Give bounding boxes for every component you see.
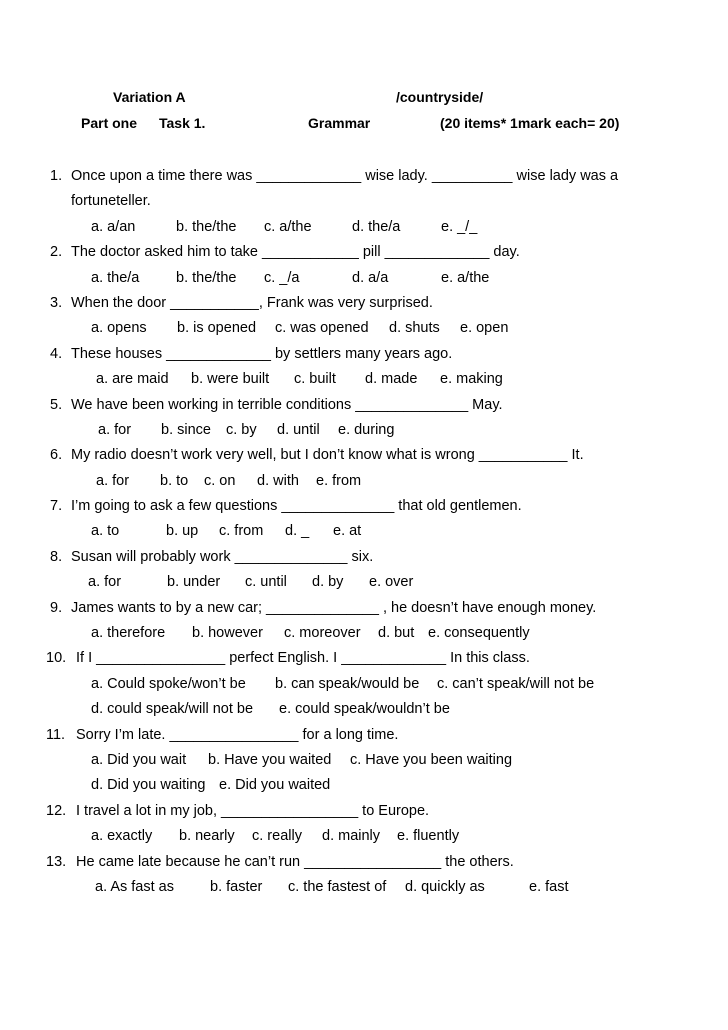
question-number: 3. (50, 294, 63, 311)
question-item (0, 646, 728, 722)
question-item (0, 545, 728, 596)
question-number: 1. (50, 168, 63, 184)
question-text: The doctor asked him to take ____________ pill _____________ day. (71, 244, 520, 261)
answer-option[interactable]: a. for (88, 574, 122, 591)
answer-option[interactable]: e. fast (529, 878, 569, 895)
answer-option[interactable]: d. _ (285, 523, 310, 540)
answer-options-row (0, 824, 728, 849)
answer-options-row (0, 469, 728, 494)
question-item (0, 723, 728, 799)
answer-option[interactable]: c. _/a (264, 269, 300, 286)
answer-option[interactable]: c. was opened (275, 320, 369, 337)
question-number: 5. (50, 396, 63, 413)
question-text: Once upon a time there was _____________ wise lady. __________ wise lady was a (71, 168, 619, 184)
question-line (0, 723, 728, 748)
task-label: Task 1. (159, 115, 206, 131)
question-text: Susan will probably work ______________ six. (71, 548, 374, 565)
answer-option[interactable]: c. from (219, 523, 264, 540)
question-line (0, 393, 728, 418)
question-number: 9. (50, 599, 63, 616)
answer-option[interactable]: a. exactly (91, 828, 153, 845)
answer-option[interactable]: b. Have you waited (208, 751, 332, 768)
answer-options-row (0, 215, 728, 240)
answer-option[interactable]: a. to (91, 523, 120, 540)
question-item (0, 596, 728, 647)
answer-option[interactable]: e. making (440, 371, 503, 388)
answer-option[interactable]: e. _/_ (441, 218, 478, 235)
part-label: Part one (81, 115, 138, 131)
answer-option[interactable]: e. Did you waited (219, 777, 331, 794)
answer-option[interactable]: e. from (316, 472, 362, 489)
question-number: 12. (46, 802, 67, 819)
answer-options-row (0, 697, 728, 722)
question-item (0, 342, 728, 393)
question-item (0, 850, 728, 901)
question-line (0, 545, 728, 570)
answer-option[interactable]: d. but (378, 625, 415, 642)
answer-option[interactable]: c. really (252, 828, 302, 845)
answer-option[interactable]: b. is opened (177, 320, 257, 337)
answer-option[interactable]: b. to (160, 472, 189, 489)
answer-option[interactable]: a. therefore (91, 625, 166, 642)
answer-option[interactable]: e. at (333, 523, 362, 540)
section-label: Grammar (308, 115, 371, 131)
question-line (0, 799, 728, 824)
question-text: We have been working in terrible conditions ______________ May. (71, 396, 503, 413)
answer-option[interactable]: b. under (167, 574, 221, 591)
answer-option[interactable]: a. a/an (91, 218, 136, 235)
question-text: James wants to by a new car; ______________ , he doesn’t have enough money. (71, 599, 597, 616)
answer-option[interactable]: d. made (365, 371, 418, 388)
answer-option[interactable]: e. a/the (441, 269, 490, 286)
question-text: fortuneteller. (71, 193, 151, 210)
question-number: 13. (46, 853, 67, 870)
answer-option[interactable]: d. until (277, 421, 320, 438)
topic-label: /countryside/ (396, 89, 484, 105)
answer-option[interactable]: b. the/the (176, 269, 237, 286)
answer-option[interactable]: a. for (96, 472, 130, 489)
question-item (0, 494, 728, 545)
answer-option[interactable]: a. Did you wait (91, 751, 187, 768)
question-item (0, 799, 728, 850)
answer-options-row (0, 519, 728, 544)
answer-option[interactable]: e. consequently (428, 625, 530, 642)
question-text: I travel a lot in my job, _________________ to Europe. (76, 802, 430, 819)
answer-option[interactable]: c. by (226, 421, 257, 438)
answer-options-row (0, 773, 728, 798)
answer-option[interactable]: a. for (98, 421, 132, 438)
answer-option[interactable]: d. a/a (352, 269, 389, 286)
answer-option[interactable]: c. Have you been waiting (350, 751, 513, 768)
question-text: If I ________________ perfect English. I _____________ In this class. (76, 650, 530, 667)
question-text: When the door ___________, Frank was very surprised. (71, 294, 433, 311)
answer-option[interactable]: b. however (192, 625, 263, 642)
question-line (0, 494, 728, 519)
question-list (0, 164, 728, 900)
answer-option[interactable]: c. a/the (264, 218, 312, 235)
answer-option[interactable]: d. mainly (322, 828, 381, 845)
answer-option[interactable]: e. open (460, 320, 509, 337)
question-line (0, 291, 728, 316)
answer-options-row (0, 748, 728, 773)
question-text: My radio doesn’t work very well, but I don’t know what is wrong ___________ It. (71, 447, 584, 464)
question-item (0, 164, 728, 240)
question-number: 2. (50, 244, 63, 261)
answer-option[interactable]: b. nearly (179, 828, 235, 845)
answer-options-row (0, 672, 728, 697)
question-number: 10. (46, 650, 67, 667)
answer-option[interactable]: c. moreover (284, 625, 361, 642)
answer-option[interactable]: c. the fastest of (288, 878, 387, 895)
answer-option[interactable]: b. the/the (176, 218, 237, 235)
question-line (0, 240, 728, 265)
answer-option[interactable]: c. until (245, 574, 287, 591)
answer-option[interactable]: e. could speak/wouldn’t be (279, 701, 450, 718)
answer-option[interactable]: b. up (166, 523, 199, 540)
question-line (0, 443, 728, 468)
answer-option[interactable]: d. by (312, 574, 344, 591)
answer-options-row (0, 418, 728, 443)
answer-option[interactable]: d. quickly as (405, 878, 485, 895)
answer-option[interactable]: b. were built (191, 371, 270, 388)
question-number: 4. (50, 345, 63, 362)
answer-option[interactable]: d. Did you waiting (91, 777, 206, 794)
question-line-continued (0, 189, 728, 214)
answer-option[interactable]: a. the/a (91, 269, 140, 286)
answer-option[interactable]: a. Could spoke/won’t be (91, 675, 246, 692)
answer-options-row (0, 367, 728, 392)
marks-label: (20 items* 1mark each= 20) (440, 115, 620, 131)
answer-option[interactable]: e. fluently (397, 828, 460, 845)
question-item (0, 291, 728, 342)
question-line (0, 646, 728, 671)
question-text: These houses _____________ by settlers many years ago. (71, 345, 453, 362)
answer-option[interactable]: b. can speak/would be (275, 675, 420, 692)
question-text: Sorry I’m late. ________________ for a long time. (76, 726, 399, 743)
question-line (0, 164, 728, 189)
question-line (0, 596, 728, 621)
question-number: 8. (50, 548, 63, 565)
answer-options-row (0, 316, 728, 341)
answer-option[interactable]: b. faster (210, 878, 263, 895)
answer-option[interactable]: c. on (204, 472, 236, 489)
answer-option[interactable]: e. over (369, 574, 414, 591)
question-item (0, 240, 728, 291)
answer-option[interactable]: a. As fast as (95, 878, 174, 895)
answer-option[interactable]: a. are maid (96, 371, 169, 388)
question-number: 7. (50, 498, 63, 515)
answer-options-row (0, 875, 728, 900)
answer-option[interactable]: d. shuts (389, 320, 440, 337)
question-item (0, 443, 728, 494)
answer-option[interactable]: c. built (294, 371, 336, 388)
answer-option[interactable]: b. since (161, 421, 211, 438)
question-text: I’m going to ask a few questions ______________ that old gentlemen. (71, 498, 522, 515)
question-line (0, 342, 728, 367)
answer-options-row (0, 570, 728, 595)
question-item (0, 393, 728, 444)
answer-option[interactable]: c. can’t speak/will not be (437, 675, 595, 692)
answer-option[interactable]: a. opens (91, 320, 147, 337)
question-number: 6. (50, 447, 63, 464)
answer-option[interactable]: d. could speak/will not be (91, 701, 254, 718)
variation-label: Variation A (113, 89, 186, 105)
question-text: He came late because he can’t run _________________ the others. (76, 853, 514, 870)
answer-options-row (0, 621, 728, 646)
question-number: 11. (46, 726, 66, 743)
answer-option[interactable]: d. with (257, 472, 299, 489)
answer-options-row (0, 266, 728, 291)
answer-option[interactable]: d. the/a (352, 218, 401, 235)
question-line (0, 850, 728, 875)
answer-option[interactable]: e. during (338, 421, 395, 438)
